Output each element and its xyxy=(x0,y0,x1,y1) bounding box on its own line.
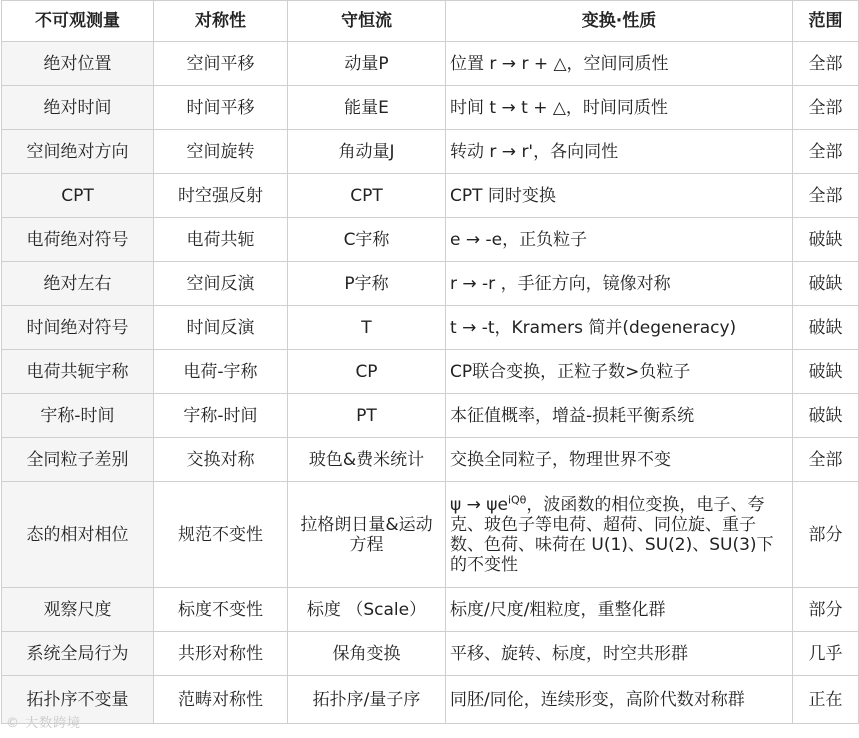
cell-conserved: C宇称 xyxy=(288,218,446,262)
cell-symmetry: 空间旋转 xyxy=(154,130,288,174)
phase-exponent: iQθ xyxy=(507,492,527,506)
cell-symmetry: 范畴对称性 xyxy=(154,676,288,724)
cell-unobservable: 空间绝对方向 xyxy=(2,130,154,174)
cell-symmetry: 空间反演 xyxy=(154,262,288,306)
cell-unobservable: 观察尺度 xyxy=(2,588,154,632)
cell-unobservable: 绝对位置 xyxy=(2,42,154,86)
cell-conserved: 角动量J xyxy=(288,130,446,174)
cell-unobservable: 绝对时间 xyxy=(2,86,154,130)
cell-transform: CPT 同时变换 xyxy=(446,174,793,218)
cell-conserved: 能量E xyxy=(288,86,446,130)
cell-symmetry: 标度不变性 xyxy=(154,588,288,632)
cell-unobservable: 系统全局行为 xyxy=(2,632,154,676)
cell-scope: 破缺 xyxy=(793,306,859,350)
cell-transform: r → -r ，手征方向，镜像对称 xyxy=(446,262,793,306)
table-row xyxy=(2,676,859,724)
cell-symmetry: 时间平移 xyxy=(154,86,288,130)
table-row xyxy=(2,262,859,306)
cell-scope: 破缺 xyxy=(793,262,859,306)
cell-transform: 同胚/同伦，连续形变，高阶代数对称群 xyxy=(446,676,793,724)
cell-unobservable: 时间绝对符号 xyxy=(2,306,154,350)
header-conserved: 守恒流 xyxy=(288,1,446,42)
cell-transform: e → -e，正负粒子 xyxy=(446,218,793,262)
cell-transform: 标度/尺度/粗粒度，重整化群 xyxy=(446,588,793,632)
cell-scope: 部分 xyxy=(793,482,859,588)
cell-scope: 破缺 xyxy=(793,218,859,262)
cell-symmetry: 共形对称性 xyxy=(154,632,288,676)
cell-scope: 破缺 xyxy=(793,394,859,438)
watermark: © 大数跨境 xyxy=(6,716,82,731)
cell-transform: 位置 r → r + △，空间同质性 xyxy=(446,42,793,86)
cell-symmetry: 空间平移 xyxy=(154,42,288,86)
cell-conserved: PT xyxy=(288,394,446,438)
table-row xyxy=(2,306,859,350)
cell-conserved: CP xyxy=(288,350,446,394)
cell-conserved: P宇称 xyxy=(288,262,446,306)
table-row xyxy=(2,42,859,86)
cell-scope: 几乎 xyxy=(793,632,859,676)
cell-scope: 全部 xyxy=(793,42,859,86)
table-row xyxy=(2,174,859,218)
cell-symmetry: 电荷-宇称 xyxy=(154,350,288,394)
table-row xyxy=(2,394,859,438)
cell-transform: 本征值概率，增益-损耗平衡系统 xyxy=(446,394,793,438)
header-transform: 变换·性质 xyxy=(446,1,793,42)
cell-conserved: 标度 （Scale） xyxy=(288,588,446,632)
cell-conserved: 玻色&费米统计 xyxy=(288,438,446,482)
cell-symmetry: 电荷共轭 xyxy=(154,218,288,262)
cell-transform: t → -t，Kramers 简并(degeneracy) xyxy=(446,306,793,350)
cell-scope: 全部 xyxy=(793,86,859,130)
cell-transform: 平移、旋转、标度，时空共形群 xyxy=(446,632,793,676)
cell-conserved: T xyxy=(288,306,446,350)
cell-conserved: 保角变换 xyxy=(288,632,446,676)
symmetry-table xyxy=(1,0,859,724)
cell-scope: 部分 xyxy=(793,588,859,632)
table-row xyxy=(2,632,859,676)
cell-transform: 时间 t → t + △，时间同质性 xyxy=(446,86,793,130)
header-symmetry: 对称性 xyxy=(154,1,288,42)
cell-symmetry: 宇称-时间 xyxy=(154,394,288,438)
table-row xyxy=(2,86,859,130)
cell-conserved: CPT xyxy=(288,174,446,218)
table-row xyxy=(2,130,859,174)
table-row xyxy=(2,588,859,632)
phase-formula: ψ → ψe xyxy=(450,494,508,515)
cell-symmetry: 交换对称 xyxy=(154,438,288,482)
cell-conserved: 拉格朗日量&运动方程 xyxy=(288,482,446,588)
cell-scope: 全部 xyxy=(793,438,859,482)
cell-unobservable: 全同粒子差别 xyxy=(2,438,154,482)
cell-scope: 全部 xyxy=(793,174,859,218)
cell-scope: 正在 xyxy=(793,676,859,724)
cell-symmetry: 时空强反射 xyxy=(154,174,288,218)
cell-scope: 破缺 xyxy=(793,350,859,394)
cell-conserved: 动量P xyxy=(288,42,446,86)
cell-unobservable: 宇称-时间 xyxy=(2,394,154,438)
table-row xyxy=(2,482,859,588)
cell-transform: 交换全同粒子，物理世界不变 xyxy=(446,438,793,482)
cell-transform xyxy=(446,482,793,588)
cell-symmetry: 规范不变性 xyxy=(154,482,288,588)
header-unobservable: 不可观测量 xyxy=(2,1,154,42)
cell-unobservable: 电荷共轭宇称 xyxy=(2,350,154,394)
header-scope: 范围 xyxy=(793,1,859,42)
cell-transform: 转动 r → r'，各向同性 xyxy=(446,130,793,174)
cell-scope: 全部 xyxy=(793,130,859,174)
table-row xyxy=(2,218,859,262)
cell-transform: CP联合变换，正粒子数>负粒子 xyxy=(446,350,793,394)
table-row xyxy=(2,350,859,394)
cell-conserved: 拓扑序/量子序 xyxy=(288,676,446,724)
cell-unobservable: CPT xyxy=(2,174,154,218)
phase-description: ，波函数的相位变换，电子、夸克、玻色子等电荷、超荷、同位旋、重子数、色荷、味荷在 U(1)、SU(2)、SU(3)下的不变性 xyxy=(450,494,774,575)
cell-unobservable: 态的相对相位 xyxy=(2,482,154,588)
header-row xyxy=(2,1,859,42)
cell-unobservable: 电荷绝对符号 xyxy=(2,218,154,262)
cell-symmetry: 时间反演 xyxy=(154,306,288,350)
table-row xyxy=(2,438,859,482)
cell-unobservable: 绝对左右 xyxy=(2,262,154,306)
cell-unobservable: 拓扑序不变量 xyxy=(2,676,154,724)
